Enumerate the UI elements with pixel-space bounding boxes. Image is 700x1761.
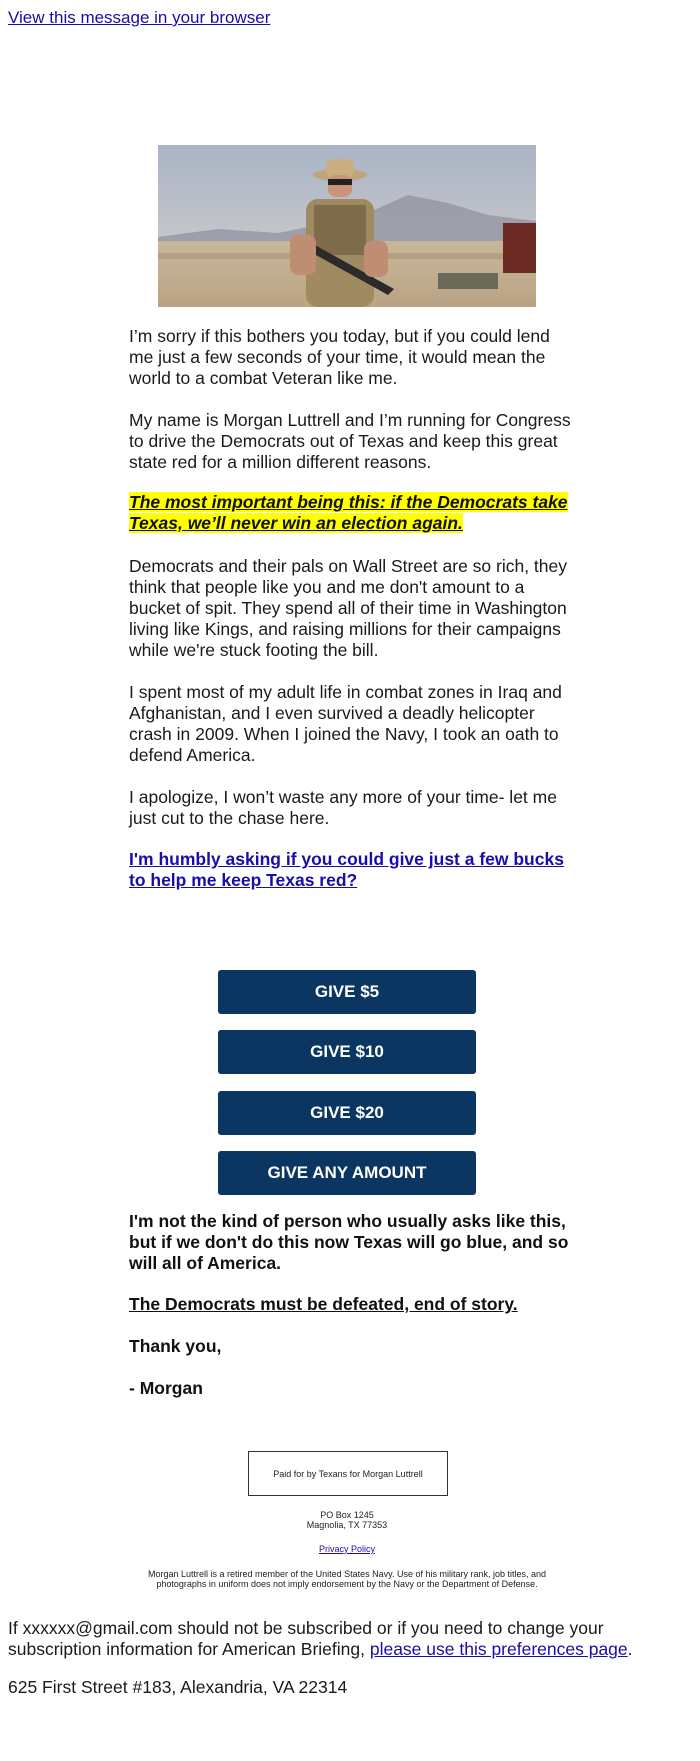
closing-paragraph-1 [129, 1211, 579, 1274]
service-paragraph [129, 682, 579, 766]
closing-signature [129, 1378, 579, 1399]
body-text-6: I apologize, I won’t waste any more of your time- let me just cut to the chase here. [129, 787, 557, 828]
give-20-button[interactable]: GIVE $20 [218, 1091, 476, 1135]
body-text-4: Democrats and their pals on Wall Street are so rich, they think that people like you and me don't amount to a bucket of spit. They spend all of their time in Washington living like Kings, and raising millions for their campaigns while we're stuck footing the bill. [129, 556, 568, 660]
body-text-2: My name is Morgan Luttrell and I’m running for Congress to drive the Democrats out of Texas and keep this great state red for a million different reasons. [129, 410, 571, 472]
paid-for-text: Paid for by Texans for Morgan Luttrell [273, 1468, 423, 1479]
privacy-policy-link[interactable]: Privacy Policy [318, 1544, 375, 1554]
give-10-button[interactable]: GIVE $10 [218, 1030, 476, 1074]
ask-paragraph [129, 849, 579, 891]
hero-photo-soldier [158, 145, 536, 307]
highlighted-statement: The most important being this: if the Democrats take Texas, we’ll never win an election again. [129, 492, 568, 533]
preferences-page-link[interactable]: please use this preferences page [369, 1639, 628, 1659]
disclaimer-text: Morgan Luttrell is a retired member of the United States Navy. Use of his military rank, job titles, and photographs in uniform does not imply endorsement by the Navy or the Department of Defense. [148, 1569, 546, 1589]
bio-paragraph [129, 410, 579, 473]
give-any-amount-button[interactable]: GIVE ANY AMOUNT [218, 1151, 476, 1195]
view-in-browser-link[interactable]: View this message in your browser [8, 8, 271, 27]
body-text-1: I’m sorry if this bothers you today, but if you could lend me just a few seconds of your time, it would mean the world to a combat Veteran like me. [129, 326, 550, 388]
sender-address [8, 1677, 688, 1698]
address-line-2: Magnolia, TX 77353 [306, 1520, 388, 1530]
subscription-text: If xxxxxx@gmail.com should not be subscribed or if you need to change your subscription information for American Briefing, [8, 1618, 604, 1659]
subscription-text-end: . [627, 1639, 633, 1659]
closing-text-4: - Morgan [129, 1378, 203, 1398]
sender-address-text: 625 First Street #183, Alexandria, VA 22314 [8, 1677, 348, 1697]
privacy-section [200, 1544, 494, 1554]
apology-paragraph [129, 787, 579, 829]
highlight-paragraph [129, 492, 579, 534]
wall-street-paragraph [129, 556, 579, 661]
closing-text-1: I'm not the kind of person who usually asks like this, but if we don't do this now Texas will go blue, and so will all of America. [129, 1211, 569, 1273]
closing-text-3: Thank you, [129, 1336, 222, 1356]
mailing-address [200, 1510, 494, 1530]
closing-thanks [129, 1336, 579, 1357]
address-line-1: PO Box 1245 [320, 1510, 374, 1520]
military-disclaimer [134, 1569, 560, 1589]
closing-paragraph-2 [129, 1294, 579, 1315]
donation-ask-link[interactable]: I'm humbly asking if you could give just a few bucks to help me keep Texas red? [129, 849, 564, 890]
closing-text-2: The Democrats must be defeated, end of story. [129, 1294, 518, 1314]
body-text-5: I spent most of my adult life in combat zones in Iraq and Afghanistan, and I even survived a deadly helicopter crash in 2009. When I joined the Navy, I took an oath to defend America. [129, 682, 562, 765]
intro-paragraph [129, 326, 579, 389]
paid-for-disclaimer-box [248, 1451, 448, 1496]
give-5-button[interactable]: GIVE $5 [218, 970, 476, 1014]
subscription-notice [8, 1618, 688, 1660]
